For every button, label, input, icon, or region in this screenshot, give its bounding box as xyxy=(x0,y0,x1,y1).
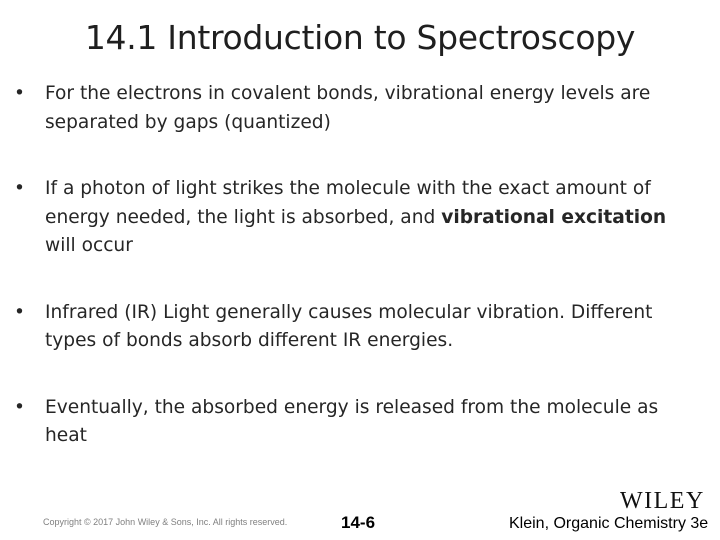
bullet-icon: • xyxy=(14,301,25,323)
bullet-icon: • xyxy=(14,178,25,199)
bullet-item xyxy=(14,80,704,137)
bullet-text-line: types of bonds absorb different IR energies. xyxy=(45,330,454,351)
bullet-list xyxy=(14,80,704,451)
bullet-text-line: separated by gaps (quantized) xyxy=(45,111,331,133)
page-number: 14-6 xyxy=(341,513,376,532)
bullet-item xyxy=(14,299,704,356)
footer-copyright: Copyright © 2017 John Wiley & Sons, Inc. All rights reserved. xyxy=(43,517,288,527)
bullet-text-line: If a photon of light strikes the molecule with the exact amount of xyxy=(45,178,651,199)
slide-title: 14.1 Introduction to Spectroscopy xyxy=(84,18,636,57)
bold-term: vibrational excitation xyxy=(441,206,667,228)
footer-book-title: Klein, Organic Chemistry 3e xyxy=(509,515,709,532)
bullet-text-line: will occur xyxy=(45,235,133,256)
wiley-logo: WILEY xyxy=(620,488,705,514)
bullet-text-line: For the electrons in covalent bonds, vibrational energy levels are xyxy=(45,83,651,104)
bullet-text-line: heat xyxy=(45,425,87,446)
bullet-item xyxy=(14,394,704,451)
bullet-item xyxy=(14,175,704,261)
bullet-icon: • xyxy=(14,83,25,104)
bullet-text-line: Eventually, the absorbed energy is released from the molecule as xyxy=(45,396,659,418)
bullet-text-segment: energy needed, the light is absorbed, and xyxy=(45,206,442,228)
bullet-text-line xyxy=(45,204,704,233)
bullet-text-line: Infrared (IR) Light generally causes molecular vibration. Different xyxy=(45,301,653,323)
bullet-icon: • xyxy=(14,396,25,418)
